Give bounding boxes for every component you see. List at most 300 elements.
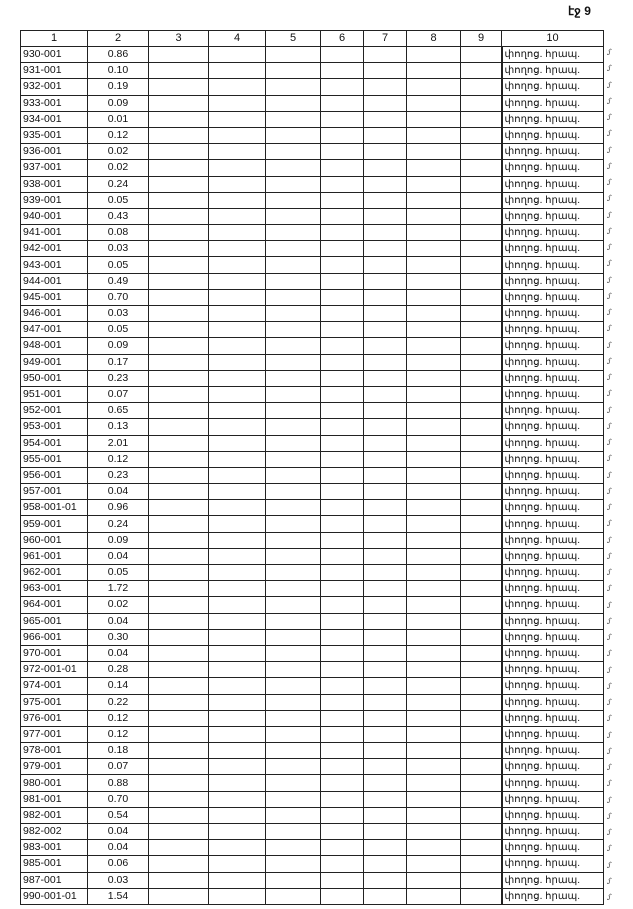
parcel-code: 937-001 — [21, 160, 88, 176]
empty-cell — [321, 629, 364, 645]
empty-cell — [266, 403, 321, 419]
empty-cell — [209, 403, 266, 419]
parcel-code: 970-001 — [21, 645, 88, 661]
area-value: 0.10 — [88, 63, 149, 79]
empty-cell — [149, 435, 209, 451]
empty-cell — [364, 127, 407, 143]
empty-cell — [461, 192, 502, 208]
parcel-code: 963-001 — [21, 581, 88, 597]
empty-cell — [266, 127, 321, 143]
land-use: փողոց. հրապ. — [502, 225, 604, 241]
empty-cell — [266, 47, 321, 63]
empty-cell — [149, 63, 209, 79]
table-row — [21, 759, 604, 775]
empty-cell — [364, 597, 407, 613]
area-value: 0.49 — [88, 273, 149, 289]
empty-cell — [364, 386, 407, 402]
empty-cell — [149, 872, 209, 888]
empty-cell — [266, 386, 321, 402]
empty-cell — [266, 710, 321, 726]
land-use: փողոց. հրապ. — [502, 257, 604, 273]
area-value: 2.01 — [88, 435, 149, 451]
empty-cell — [364, 516, 407, 532]
empty-cell — [266, 322, 321, 338]
empty-cell — [321, 289, 364, 305]
parcel-code: 979-001 — [21, 759, 88, 775]
empty-cell — [407, 403, 461, 419]
land-use: փողոց. հրապ. — [502, 629, 604, 645]
land-use: փողոց. հրապ. — [502, 111, 604, 127]
handwritten-check-mark: ᴊ̂ — [607, 795, 611, 805]
table-row — [21, 888, 604, 904]
empty-cell — [149, 273, 209, 289]
empty-cell — [364, 47, 407, 63]
land-use: փողոց. հրապ. — [502, 645, 604, 661]
area-value: 0.43 — [88, 208, 149, 224]
empty-cell — [209, 176, 266, 192]
area-value: 0.02 — [88, 144, 149, 160]
area-value: 0.07 — [88, 759, 149, 775]
empty-cell — [364, 662, 407, 678]
empty-cell — [461, 645, 502, 661]
empty-cell — [321, 791, 364, 807]
parcel-code: 974-001 — [21, 678, 88, 694]
empty-cell — [364, 419, 407, 435]
empty-cell — [407, 500, 461, 516]
empty-cell — [209, 47, 266, 63]
land-use: փողոց. հրապ. — [502, 467, 604, 483]
table-row — [21, 192, 604, 208]
handwritten-check-mark: ᴊ̂ — [607, 893, 611, 902]
area-value: 0.05 — [88, 192, 149, 208]
empty-cell — [321, 306, 364, 322]
empty-cell — [266, 306, 321, 322]
empty-cell — [364, 710, 407, 726]
handwritten-check-mark: ᴊ̂ — [607, 470, 611, 480]
empty-cell — [321, 678, 364, 694]
empty-cell — [266, 565, 321, 581]
land-use: փողոց. հրապ. — [502, 694, 604, 710]
empty-cell — [209, 565, 266, 581]
empty-cell — [321, 743, 364, 759]
empty-cell — [149, 662, 209, 678]
empty-cell — [266, 160, 321, 176]
handwritten-check-mark: ᴊ̂ — [607, 616, 611, 626]
area-value: 0.05 — [88, 322, 149, 338]
empty-cell — [321, 694, 364, 710]
handwritten-check-mark: ᴊ̂ — [607, 438, 611, 447]
empty-cell — [266, 370, 321, 386]
empty-cell — [209, 257, 266, 273]
empty-cell — [209, 872, 266, 888]
area-value: 0.05 — [88, 565, 149, 581]
land-use: փողոց. հրապ. — [502, 484, 604, 500]
land-use: փողոց. հրապ. — [502, 192, 604, 208]
empty-cell — [149, 160, 209, 176]
empty-cell — [321, 759, 364, 775]
empty-cell — [364, 403, 407, 419]
handwritten-check-mark: ᴊ̂ — [607, 145, 611, 155]
table-row — [21, 306, 604, 322]
empty-cell — [209, 208, 266, 224]
empty-cell — [321, 257, 364, 273]
empty-cell — [461, 581, 502, 597]
parcel-code: 987-001 — [21, 872, 88, 888]
empty-cell — [364, 532, 407, 548]
empty-cell — [407, 354, 461, 370]
parcel-code: 947-001 — [21, 322, 88, 338]
empty-cell — [266, 208, 321, 224]
empty-cell — [266, 111, 321, 127]
empty-cell — [461, 694, 502, 710]
land-use: փողոց. հրապ. — [502, 47, 604, 63]
empty-cell — [149, 484, 209, 500]
land-use: փողոց. հրապ. — [502, 710, 604, 726]
page-number: էջ 9 — [568, 4, 591, 18]
table-row — [21, 403, 604, 419]
column-header-8: 8 — [407, 31, 461, 47]
table-row — [21, 419, 604, 435]
land-use: փողոց. հրապ. — [502, 824, 604, 840]
land-use: փողոց. հրապ. — [502, 289, 604, 305]
handwritten-check-mark: ᴊ̂ — [607, 210, 611, 220]
empty-cell — [407, 257, 461, 273]
parcel-code: 940-001 — [21, 208, 88, 224]
empty-cell — [209, 791, 266, 807]
empty-cell — [364, 306, 407, 322]
empty-cell — [266, 516, 321, 532]
empty-cell — [461, 63, 502, 79]
empty-cell — [461, 775, 502, 791]
empty-cell — [149, 888, 209, 904]
land-use: փողոց. հրապ. — [502, 273, 604, 289]
empty-cell — [149, 516, 209, 532]
table-row — [21, 322, 604, 338]
table-row — [21, 111, 604, 127]
empty-cell — [149, 532, 209, 548]
parcel-code: 961-001 — [21, 548, 88, 564]
handwritten-check-mark: ᴊ̂ — [607, 714, 611, 724]
area-value: 0.04 — [88, 548, 149, 564]
empty-cell — [461, 225, 502, 241]
empty-cell — [407, 807, 461, 823]
empty-cell — [364, 581, 407, 597]
land-use: փողոց. հրապ. — [502, 419, 604, 435]
empty-cell — [364, 63, 407, 79]
empty-cell — [149, 726, 209, 742]
parcel-code: 930-001 — [21, 47, 88, 63]
empty-cell — [149, 403, 209, 419]
empty-cell — [266, 95, 321, 111]
handwritten-check-mark: ᴊ̂ — [607, 80, 611, 90]
empty-cell — [364, 824, 407, 840]
empty-cell — [461, 840, 502, 856]
handwritten-check-mark: ᴊ̂ — [607, 324, 611, 334]
empty-cell — [407, 160, 461, 176]
parcel-code: 957-001 — [21, 484, 88, 500]
land-use: փողոց. հրապ. — [502, 726, 604, 742]
table-row — [21, 581, 604, 597]
table-row — [21, 160, 604, 176]
empty-cell — [149, 192, 209, 208]
empty-cell — [209, 322, 266, 338]
parcel-code: 976-001 — [21, 710, 88, 726]
parcel-code: 953-001 — [21, 419, 88, 435]
land-use: փողոց. հրապ. — [502, 872, 604, 888]
empty-cell — [364, 775, 407, 791]
handwritten-check-mark: ᴊ̂ — [607, 275, 611, 285]
empty-cell — [209, 225, 266, 241]
empty-cell — [364, 645, 407, 661]
empty-cell — [149, 47, 209, 63]
empty-cell — [364, 435, 407, 451]
parcel-code: 964-001 — [21, 597, 88, 613]
area-value: 0.09 — [88, 95, 149, 111]
empty-cell — [461, 127, 502, 143]
empty-cell — [321, 726, 364, 742]
empty-cell — [407, 694, 461, 710]
empty-cell — [321, 710, 364, 726]
column-header-3: 3 — [149, 31, 209, 47]
empty-cell — [266, 144, 321, 160]
empty-cell — [461, 856, 502, 872]
area-value: 0.02 — [88, 597, 149, 613]
empty-cell — [266, 888, 321, 904]
area-value: 0.54 — [88, 807, 149, 823]
land-use: փողոց. հրապ. — [502, 176, 604, 192]
handwritten-check-mark: ᴊ̂ — [607, 600, 611, 610]
land-use: փողոց. հրապ. — [502, 386, 604, 402]
empty-cell — [407, 613, 461, 629]
table-row — [21, 662, 604, 678]
parcel-code: 934-001 — [21, 111, 88, 127]
empty-cell — [461, 47, 502, 63]
empty-cell — [266, 79, 321, 95]
empty-cell — [407, 856, 461, 872]
empty-cell — [266, 532, 321, 548]
handwritten-check-mark: ᴊ̂ — [607, 178, 611, 187]
empty-cell — [461, 597, 502, 613]
land-use: փողոց. հրապ. — [502, 144, 604, 160]
land-use: փողոց. հրապ. — [502, 775, 604, 791]
empty-cell — [461, 467, 502, 483]
empty-cell — [407, 241, 461, 257]
empty-cell — [321, 63, 364, 79]
empty-cell — [461, 208, 502, 224]
area-value: 0.24 — [88, 176, 149, 192]
empty-cell — [461, 726, 502, 742]
empty-cell — [266, 192, 321, 208]
empty-cell — [266, 176, 321, 192]
empty-cell — [321, 419, 364, 435]
empty-cell — [461, 435, 502, 451]
empty-cell — [364, 872, 407, 888]
table-row — [21, 354, 604, 370]
table-row — [21, 872, 604, 888]
parcel-code: 932-001 — [21, 79, 88, 95]
handwritten-check-mark: ᴊ̂ — [607, 64, 611, 74]
area-value: 0.03 — [88, 241, 149, 257]
empty-cell — [407, 386, 461, 402]
land-use: փողոց. հրապ. — [502, 743, 604, 759]
empty-cell — [407, 95, 461, 111]
land-use: փողոց. հրապ. — [502, 840, 604, 856]
empty-cell — [364, 451, 407, 467]
empty-cell — [209, 726, 266, 742]
land-use: փողոց. հրապ. — [502, 548, 604, 564]
empty-cell — [461, 791, 502, 807]
empty-cell — [364, 500, 407, 516]
handwritten-check-mark: ᴊ̂ — [607, 226, 611, 236]
table-row — [21, 824, 604, 840]
empty-cell — [149, 629, 209, 645]
empty-cell — [321, 225, 364, 241]
table-row — [21, 127, 604, 143]
parcel-code: 981-001 — [21, 791, 88, 807]
empty-cell — [209, 467, 266, 483]
area-value: 0.17 — [88, 354, 149, 370]
empty-cell — [321, 613, 364, 629]
land-use: փողոց. հրապ. — [502, 791, 604, 807]
empty-cell — [209, 775, 266, 791]
empty-cell — [209, 338, 266, 354]
empty-cell — [407, 824, 461, 840]
parcel-code: 982-002 — [21, 824, 88, 840]
empty-cell — [461, 824, 502, 840]
area-value: 0.04 — [88, 484, 149, 500]
empty-cell — [461, 176, 502, 192]
empty-cell — [407, 565, 461, 581]
handwritten-check-mark: ᴊ̂ — [607, 373, 611, 382]
table-row — [21, 645, 604, 661]
area-value: 0.03 — [88, 872, 149, 888]
empty-cell — [149, 645, 209, 661]
area-value: 0.06 — [88, 856, 149, 872]
empty-cell — [321, 95, 364, 111]
land-use: փողոց. հրապ. — [502, 338, 604, 354]
empty-cell — [321, 824, 364, 840]
empty-cell — [461, 306, 502, 322]
handwritten-check-mark: ᴊ̂ — [607, 649, 611, 659]
land-use: փողոց. հրապ. — [502, 354, 604, 370]
empty-cell — [149, 386, 209, 402]
table-row — [21, 63, 604, 79]
table-row — [21, 95, 604, 111]
parcel-code: 985-001 — [21, 856, 88, 872]
empty-cell — [209, 306, 266, 322]
empty-cell — [407, 322, 461, 338]
empty-cell — [266, 613, 321, 629]
empty-cell — [461, 888, 502, 904]
land-parcel-table — [20, 30, 604, 905]
empty-cell — [364, 257, 407, 273]
table-row — [21, 613, 604, 629]
land-use: փողոց. հրապ. — [502, 532, 604, 548]
land-use: փողոց. հրապ. — [502, 500, 604, 516]
empty-cell — [461, 338, 502, 354]
parcel-code: 960-001 — [21, 532, 88, 548]
empty-cell — [321, 354, 364, 370]
land-use: փողոց. հրապ. — [502, 516, 604, 532]
empty-cell — [461, 629, 502, 645]
empty-cell — [266, 419, 321, 435]
parcel-code: 959-001 — [21, 516, 88, 532]
empty-cell — [149, 144, 209, 160]
empty-cell — [321, 111, 364, 127]
empty-cell — [149, 791, 209, 807]
parcel-code: 943-001 — [21, 257, 88, 273]
empty-cell — [407, 678, 461, 694]
empty-cell — [407, 370, 461, 386]
parcel-code: 954-001 — [21, 435, 88, 451]
table-row — [21, 678, 604, 694]
area-value: 0.12 — [88, 710, 149, 726]
empty-cell — [364, 144, 407, 160]
empty-cell — [266, 824, 321, 840]
empty-cell — [407, 144, 461, 160]
area-value: 0.08 — [88, 225, 149, 241]
column-header-4: 4 — [209, 31, 266, 47]
empty-cell — [321, 807, 364, 823]
handwritten-check-mark: ᴊ̂ — [607, 779, 611, 789]
parcel-code: 949-001 — [21, 354, 88, 370]
empty-cell — [321, 565, 364, 581]
handwritten-check-mark: ᴊ̂ — [607, 665, 611, 675]
empty-cell — [266, 500, 321, 516]
empty-cell — [266, 856, 321, 872]
header-row — [21, 31, 604, 47]
handwritten-check-mark: ᴊ̂ — [607, 763, 611, 772]
empty-cell — [209, 645, 266, 661]
empty-cell — [461, 289, 502, 305]
empty-cell — [407, 176, 461, 192]
empty-cell — [321, 645, 364, 661]
empty-cell — [266, 467, 321, 483]
empty-cell — [266, 581, 321, 597]
empty-cell — [149, 694, 209, 710]
table-row — [21, 451, 604, 467]
empty-cell — [407, 467, 461, 483]
handwritten-check-mark: ᴊ̂ — [607, 259, 611, 269]
land-use: փողոց. հրապ. — [502, 662, 604, 678]
empty-cell — [321, 872, 364, 888]
empty-cell — [266, 645, 321, 661]
handwritten-check-mark: ᴊ̂ — [607, 389, 611, 399]
handwritten-check-mark: ᴊ̂ — [607, 568, 611, 577]
empty-cell — [364, 759, 407, 775]
area-value: 0.12 — [88, 726, 149, 742]
empty-cell — [266, 597, 321, 613]
empty-cell — [266, 791, 321, 807]
empty-cell — [209, 824, 266, 840]
table-row — [21, 710, 604, 726]
area-value: 0.09 — [88, 338, 149, 354]
empty-cell — [266, 759, 321, 775]
empty-cell — [209, 79, 266, 95]
empty-cell — [321, 47, 364, 63]
empty-cell — [266, 694, 321, 710]
empty-cell — [461, 370, 502, 386]
land-use: փողոց. հրապ. — [502, 759, 604, 775]
area-value: 0.04 — [88, 613, 149, 629]
empty-cell — [407, 63, 461, 79]
parcel-code: 936-001 — [21, 144, 88, 160]
empty-cell — [364, 467, 407, 483]
empty-cell — [209, 597, 266, 613]
empty-cell — [461, 241, 502, 257]
area-value: 0.23 — [88, 467, 149, 483]
parcel-code: 977-001 — [21, 726, 88, 742]
